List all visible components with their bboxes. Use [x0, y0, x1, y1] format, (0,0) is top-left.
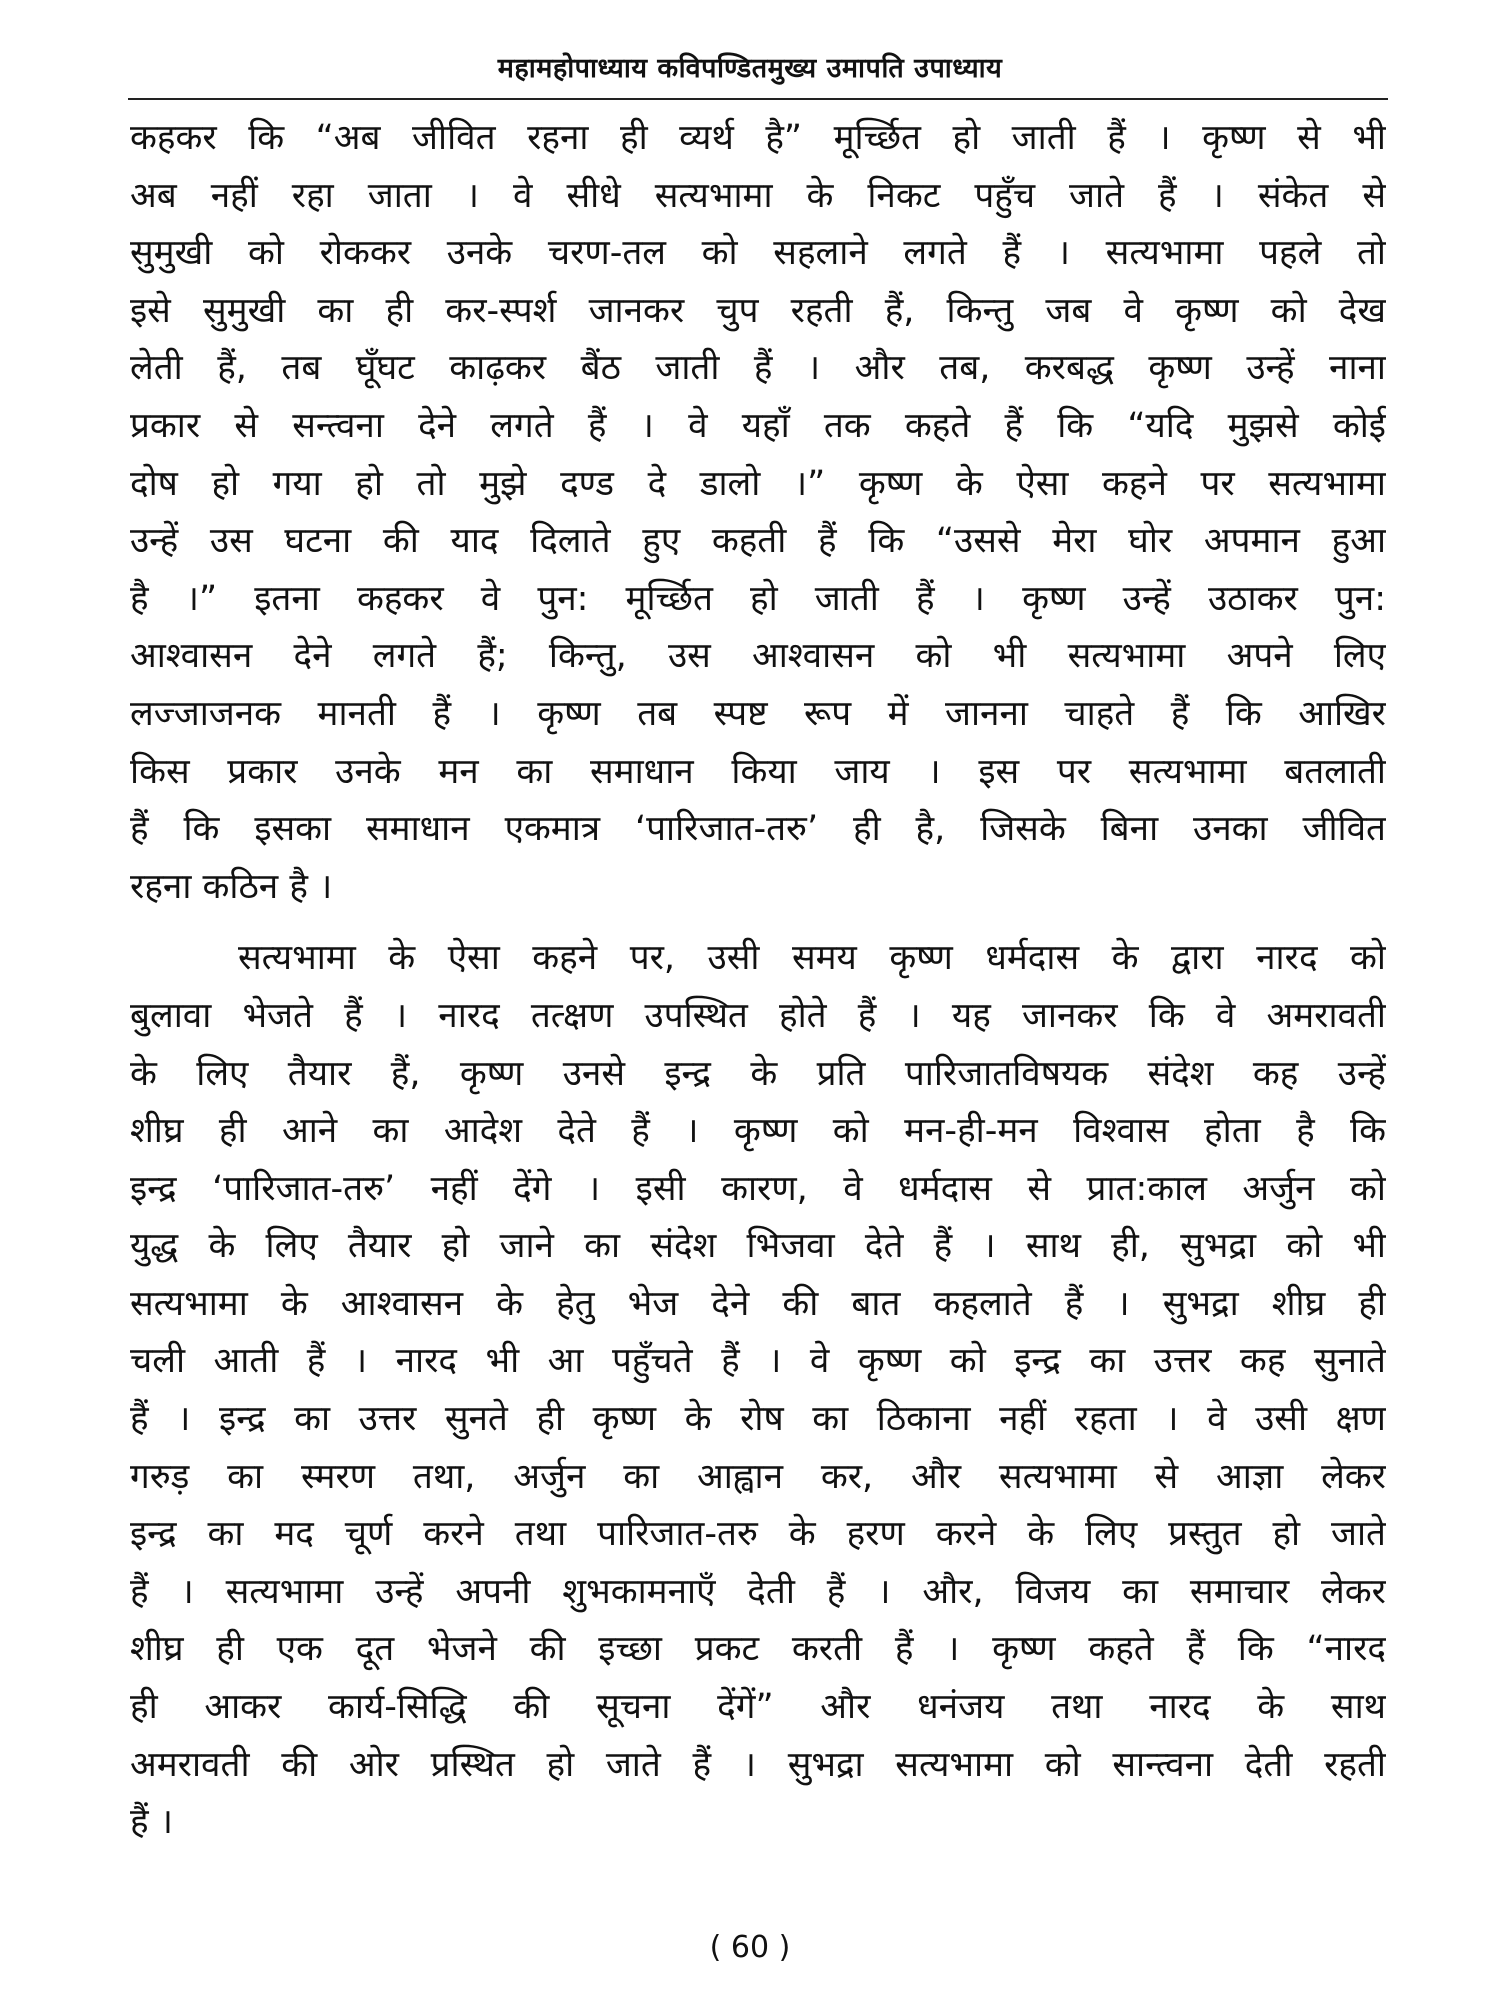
text-line: उन्हें उस घटना की याद दिलाते हुए कहती हैं कि “उससे मेरा घोर अपमान हुआ	[130, 521, 1386, 562]
text-line: सत्यभामा के आश्वासन के हेतु भेज देने की बात कहलाते हैं । सुभद्रा शीघ्र ही	[130, 1283, 1386, 1324]
text-line: हैं । सत्यभामा उन्हें अपनी शुभकामनाएँ देती हैं । और, विजय का समाचार लेकर	[130, 1571, 1386, 1612]
text-line: रहना कठिन है ।	[130, 866, 333, 907]
paragraph-2	[130, 930, 1386, 1852]
text-line: किस प्रकार उनके मन का समाधान किया जाय । इस पर सत्यभामा बतलाती	[130, 751, 1386, 792]
text-line: लेती हैं, तब घूँघट काढ़कर बैंठ जाती हैं । और तब, करबद्ध कृष्ण उन्हें नाना	[130, 348, 1386, 389]
text-line: है ।” इतना कहकर वे पुन: मूर्च्छित हो जाती हैं । कृष्ण उन्हें उठाकर पुन:	[130, 578, 1386, 619]
page-number: ( 60 )	[709, 1930, 791, 1965]
text-line: दोष हो गया हो तो मुझे दण्ड दे डालो ।” कृष्ण के ऐसा कहने पर सत्यभामा	[130, 463, 1386, 504]
paragraph-1	[130, 110, 1386, 916]
text-line: कहकर कि “अब जीवित रहना ही व्यर्थ है” मूर्च्छित हो जाती हैं । कृष्ण से भी	[130, 118, 1386, 158]
paragraph-spacer	[130, 916, 1386, 930]
text-line: इन्द्र ‘पारिजात-तरु’ नहीं देंगे । इसी कारण, वे धर्मदास से प्रात:काल अर्जुन को	[130, 1168, 1386, 1209]
text-line: चली आती हैं । नारद भी आ पहुँचते हैं । वे कृष्ण को इन्द्र का उत्तर कह सुनाते	[130, 1341, 1386, 1382]
page-body	[130, 110, 1386, 1852]
running-header-title: महामहोपाध्याय कविपण्डितमुख्य उमापति उपाध्याय	[497, 53, 1003, 84]
text-line: प्रकार से सन्त्वना देने लगते हैं । वे यहाँ तक कहते हैं कि “यदि मुझसे कोई	[130, 405, 1386, 446]
text-line: हैं कि इसका समाधान एकमात्र ‘पारिजात-तरु’ ही है, जिसके बिना उनका जीवित	[130, 809, 1386, 850]
text-line: आश्वासन देने लगते हैं; किन्तु, उस आश्वासन को भी सत्यभामा अपने लिए	[130, 636, 1386, 677]
text-line: अमरावती की ओर प्रस्थित हो जाते हैं । सुभद्रा सत्यभामा को सान्त्वना देती रहती	[130, 1744, 1386, 1785]
text-line: युद्ध के लिए तैयार हो जाने का संदेश भिजवा देते हैं । साथ ही, सुभद्रा को भी	[130, 1226, 1386, 1267]
text-line: हैं । इन्द्र का उत्तर सुनते ही कृष्ण के रोष का ठिकाना नहीं रहता । वे उसी क्षण	[130, 1399, 1386, 1440]
text-line: गरुड़ का स्मरण तथा, अर्जुन का आह्वान कर, और सत्यभामा से आज्ञा लेकर	[130, 1456, 1386, 1497]
text-line: लज्जाजनक मानती हैं । कृष्ण तब स्पष्ट रूप में जानना चाहते हैं कि आखिर	[130, 693, 1386, 734]
text-line: सुमुखी को रोककर उनके चरण-तल को सहलाने लगते हैं । सत्यभामा पहले तो	[130, 233, 1386, 274]
text-line: अब नहीं रहा जाता । वे सीधे सत्यभामा के निकट पहुँच जाते हैं । संकेत से	[130, 175, 1386, 216]
text-line: के लिए तैयार हैं, कृष्ण उनसे इन्द्र के प्रति पारिजातविषयक संदेश कह उन्हें	[130, 1053, 1386, 1094]
text-line: सत्यभामा के ऐसा कहने पर, उसी समय कृष्ण धर्मदास के द्वारा नारद को	[238, 938, 1386, 979]
text-line: शीघ्र ही आने का आदेश देते हैं । कृष्ण को मन-ही-मन विश्वास होता है कि	[130, 1111, 1386, 1152]
text-line: इन्द्र का मद चूर्ण करने तथा पारिजात-तरु के हरण करने के लिए प्रस्तुत हो जाते	[130, 1514, 1386, 1555]
text-line: शीघ्र ही एक दूत भेजने की इच्छा प्रकट करती हैं । कृष्ण कहते हैं कि “नारद	[130, 1629, 1386, 1670]
text-line: हैं ।	[130, 1802, 173, 1843]
header-divider	[128, 98, 1388, 100]
text-line: इसे सुमुखी का ही कर-स्पर्श जानकर चुप रहती हैं, किन्तु जब वे कृष्ण को देख	[130, 290, 1386, 331]
text-line: बुलावा भेजते हैं । नारद तत्क्षण उपस्थित होते हैं । यह जानकर कि वे अमरावती	[130, 995, 1386, 1036]
text-line: ही आकर कार्य-सिद्धि की सूचना देंगें” और धनंजय तथा नारद के साथ	[130, 1687, 1386, 1728]
